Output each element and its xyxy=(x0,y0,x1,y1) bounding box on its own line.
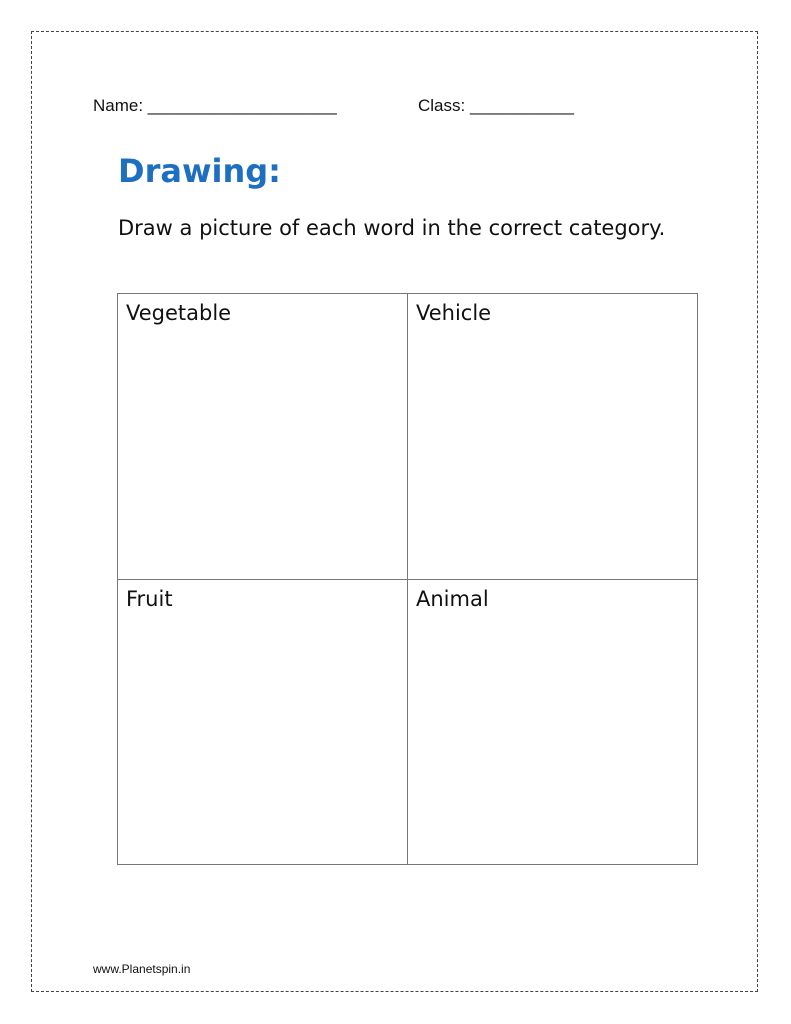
footer-website: www.Planetspin.in xyxy=(93,962,191,976)
category-cell-fruit[interactable] xyxy=(118,579,408,865)
category-cell-vehicle[interactable] xyxy=(408,294,698,580)
category-cell-vegetable[interactable] xyxy=(118,294,408,580)
category-row xyxy=(118,294,698,580)
category-label: Vehicle xyxy=(416,301,492,325)
category-row xyxy=(118,579,698,865)
category-label: Vegetable xyxy=(126,301,232,325)
name-field[interactable]: Name: ____________________ xyxy=(93,96,337,115)
class-field[interactable]: Class: ___________ xyxy=(418,96,574,115)
category-cell-animal[interactable] xyxy=(408,579,698,865)
category-grid xyxy=(117,293,698,865)
worksheet-instruction: Draw a picture of each word in the correct category. xyxy=(118,216,666,240)
category-label: Animal xyxy=(416,586,489,611)
worksheet-title: Drawing: xyxy=(118,152,281,190)
category-label: Fruit xyxy=(126,586,173,611)
